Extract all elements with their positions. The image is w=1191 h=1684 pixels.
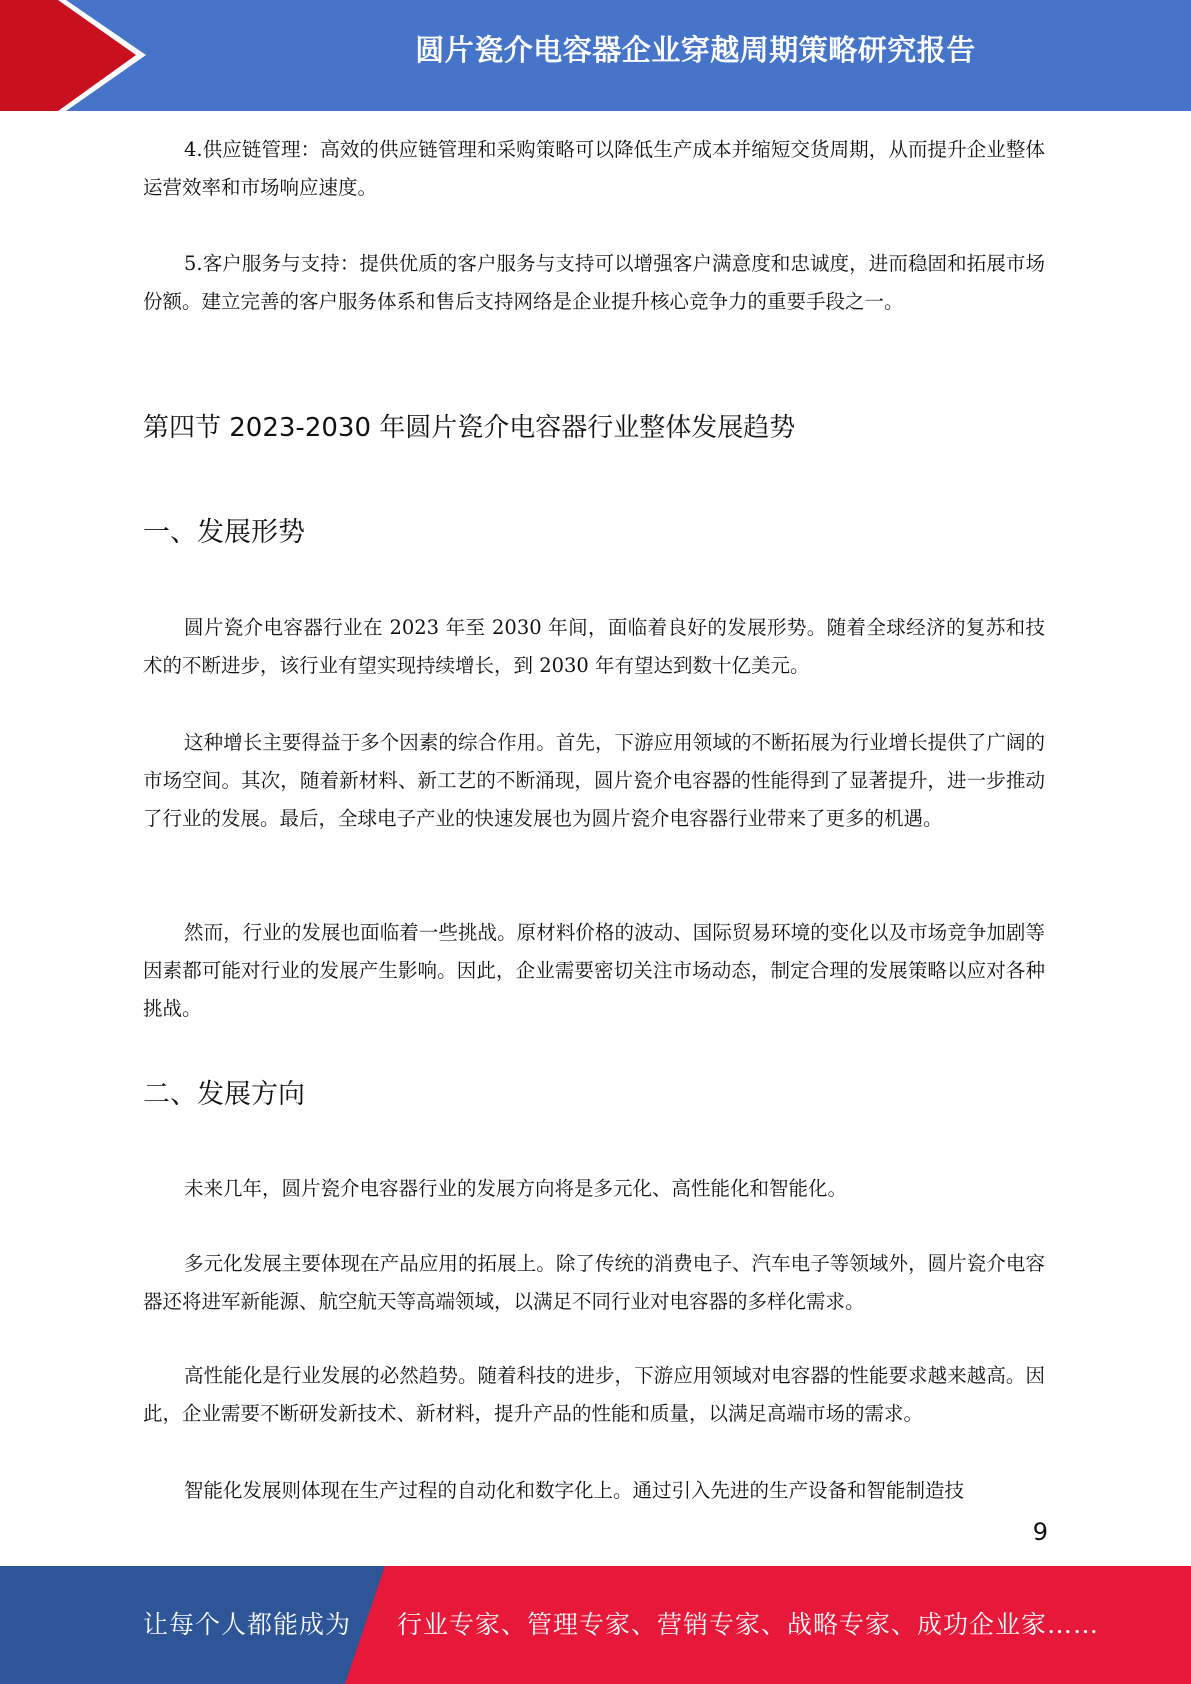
subheading-development-direction: 二、发展方向 (143, 1079, 305, 1110)
paragraph-supply-chain: 4.供应链管理：高效的供应链管理和采购策略可以降低生产成本并缩短交货周期，从而提升企业整体运营效率和市场响应速度。 (143, 138, 1045, 199)
paragraph-situation-3: 然而，行业的发展也面临着一些挑战。原材料价格的波动、国际贸易环境的变化以及市场竞争加剧等因素都可能对行业的发展产生影响。因此，企业需要密切关注市场动态，制定合理的发展策略以应对各种挑战。 (143, 921, 1045, 1020)
footer-slogan-left: 让每个人都能成为 (143, 1610, 352, 1639)
paragraph-direction-3: 高性能化是行业发展的必然趋势。随着科技的进步，下游应用领域对电容器的性能要求越来越高。因此，企业需要不断研发新技术、新材料，提升产品的性能和质量，以满足高端市场的需求。 (143, 1364, 1045, 1425)
paragraph-direction-1: 未来几年，圆片瓷介电容器行业的发展方向将是多元化、高性能化和智能化。 (184, 1177, 848, 1200)
paragraph-customer-service: 5.客户服务与支持：提供优质的客户服务与支持可以增强客户满意度和忠诚度，进而稳固和拓展市场份额。建立完善的客户服务体系和售后支持网络是企业提升核心竞争力的重要手段之一。 (143, 252, 1045, 313)
paragraph-situation-1: 圆片瓷介电容器行业在 2023 年至 2030 年间，面临着良好的发展形势。随着全球经济的复苏和技术的不断进步，该行业有望实现持续增长，到 2030 年有望达到数十亿美元。 (143, 616, 1045, 677)
paragraph-direction-4: 智能化发展则体现在生产过程的自动化和数字化上。通过引入先进的生产设备和智能制造技 (184, 1479, 965, 1502)
report-title: 圆片瓷介电容器企业穿越周期策略研究报告 (415, 33, 976, 67)
subheading-development-situation: 一、发展形势 (143, 517, 305, 548)
paragraph-direction-2: 多元化发展主要体现在产品应用的拓展上。除了传统的消费电子、汽车电子等领域外，圆片瓷介电容器还将进军新能源、航空航天等高端领域，以满足不同行业对电容器的多样化需求。 (143, 1252, 1045, 1313)
page-header (0, 0, 1191, 111)
paragraph-situation-2: 这种增长主要得益于多个因素的综合作用。首先，下游应用领域的不断拓展为行业增长提供了广阔的市场空间。其次，随着新材料、新工艺的不断涌现，圆片瓷介电容器的性能得到了显著提升，进一步推动了行业的发展。最后，全球电子产业的快速发展也为圆片瓷介电容器行业带来了更多的机遇。 (143, 731, 1045, 830)
footer-slogan-right: 行业专家、管理专家、营销专家、战略专家、成功企业家…… (397, 1610, 1100, 1639)
page-footer (0, 1566, 1191, 1684)
section-heading: 第四节 2023-2030 年圆片瓷介电容器行业整体发展趋势 (143, 413, 796, 443)
page-number: 9 (1032, 1518, 1048, 1546)
